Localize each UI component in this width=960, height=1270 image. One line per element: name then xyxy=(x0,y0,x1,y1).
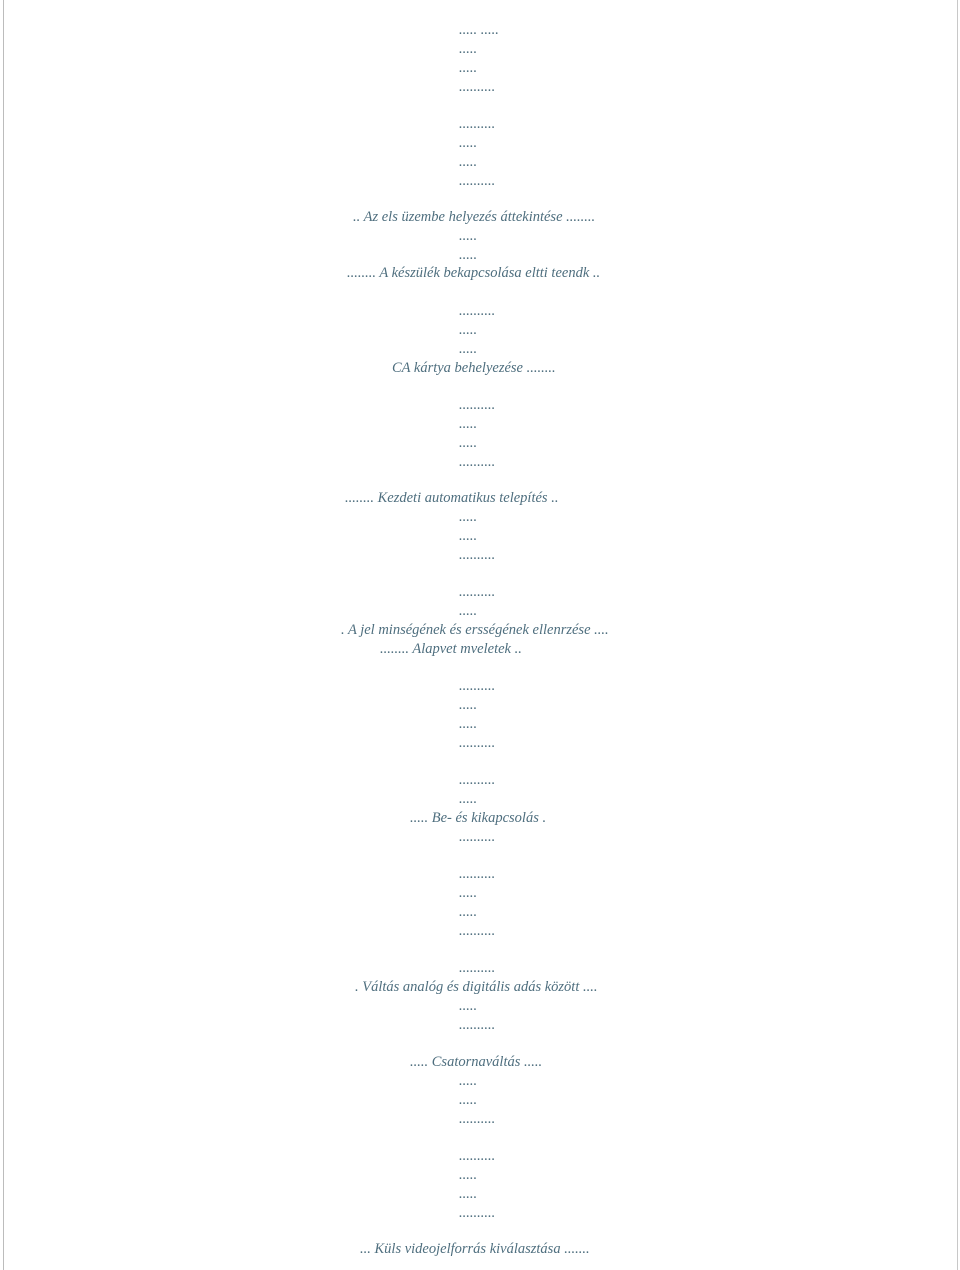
toc-leader-line: ..... xyxy=(459,998,478,1014)
toc-leader-line: .......... xyxy=(459,735,496,751)
toc-leader-line: ..... xyxy=(459,341,478,357)
toc-leader-line: .......... xyxy=(459,547,496,563)
toc-leader-line: ..... xyxy=(459,697,478,713)
toc-entry: ........ Alapvet mveletek .. xyxy=(380,641,522,657)
toc-leader-line: ..... ..... xyxy=(459,22,499,38)
toc-leader-line: ..... xyxy=(459,1167,478,1183)
toc-leader-line: .......... xyxy=(459,829,496,845)
toc-leader-line: ..... xyxy=(459,509,478,525)
toc-leader-line: .......... xyxy=(459,116,496,132)
toc-entry: ..... Csatornaváltás ..... xyxy=(410,1054,543,1070)
toc-leader-line: .......... xyxy=(459,454,496,470)
toc-leader-line: ..... xyxy=(459,1092,478,1108)
toc-leader-line: .......... xyxy=(459,960,496,976)
toc-entry: ..... Be- és kikapcsolás . xyxy=(410,810,547,826)
toc-leader-line: .......... xyxy=(459,923,496,939)
toc-leader-line: ..... xyxy=(459,716,478,732)
toc-leader-line: .......... xyxy=(459,173,496,189)
toc-leader-line: ..... xyxy=(459,904,478,920)
toc-leader-line: ..... xyxy=(459,416,478,432)
toc-leader-line: ..... xyxy=(459,435,478,451)
toc-leader-line: .......... xyxy=(459,303,496,319)
toc-leader-line: ..... xyxy=(459,228,478,244)
toc-entry: CA kártya behelyezése ........ xyxy=(392,360,556,376)
toc-leader-line: .......... xyxy=(459,1111,496,1127)
toc-leader-line: ..... xyxy=(459,1073,478,1089)
toc-leader-line: ..... xyxy=(459,1186,478,1202)
toc-leader-line: ..... xyxy=(459,791,478,807)
toc-leader-line: ..... xyxy=(459,885,478,901)
toc-leader-line: .......... xyxy=(459,584,496,600)
toc-entry: . A jel minségének és ersségének ellenrzése .... xyxy=(341,622,609,638)
toc-leader-line: ..... xyxy=(459,603,478,619)
toc-leader-line: .......... xyxy=(459,1148,496,1164)
toc-leader-line: .......... xyxy=(459,1017,496,1033)
toc-leader-line: .......... xyxy=(459,397,496,413)
toc-leader-line: .......... xyxy=(459,79,496,95)
toc-leader-line: .......... xyxy=(459,772,496,788)
toc-entry: ........ Kezdeti automatikus telepítés .. xyxy=(345,490,559,506)
toc-leader-line: ..... xyxy=(459,322,478,338)
toc-entry: .. Az els üzembe helyezés áttekintése ........ xyxy=(353,209,596,225)
toc-leader-line: ..... xyxy=(459,60,478,76)
toc-entry: ........ A készülék bekapcsolása eltti teendk .. xyxy=(347,265,601,281)
toc-leader-line: ..... xyxy=(459,154,478,170)
toc-entry: ... Küls videojelforrás kiválasztása ....... xyxy=(360,1241,590,1257)
toc-leader-line: .......... xyxy=(459,1205,496,1221)
toc-leader-line: ..... xyxy=(459,247,478,263)
toc-leader-line: ..... xyxy=(459,528,478,544)
toc-leader-line: ..... xyxy=(459,41,478,57)
toc-leader-line: .......... xyxy=(459,678,496,694)
toc-entry: . Váltás analóg és digitális adás között .... xyxy=(355,979,598,995)
toc-leader-line: .......... xyxy=(459,866,496,882)
toc-leader-line: ..... xyxy=(459,135,478,151)
